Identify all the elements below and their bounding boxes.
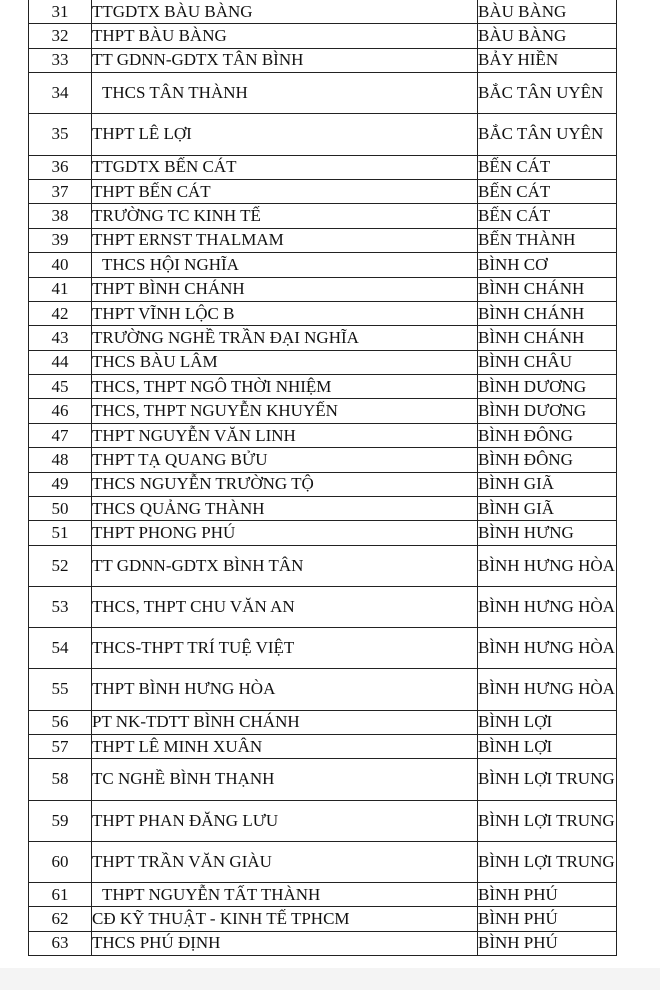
school-name: THPT TRẦN VĂN GIÀU [92, 841, 478, 882]
school-name: THCS-THPT TRÍ TUỆ VIỆT [92, 628, 478, 669]
ward-name: BÌNH HƯNG [478, 521, 617, 545]
table-row [29, 48, 617, 72]
row-number: 49 [29, 472, 92, 496]
row-number: 54 [29, 628, 92, 669]
school-name: CĐ KỸ THUẬT - KINH TẾ TPHCM [92, 907, 478, 931]
school-name: THPT TẠ QUANG BỬU [92, 448, 478, 472]
ward-name: BÌNH PHÚ [478, 907, 617, 931]
row-number: 40 [29, 253, 92, 277]
ward-name: BÌNH LỢI TRUNG [478, 841, 617, 882]
row-number: 52 [29, 545, 92, 586]
school-name: THPT ERNST THALMAM [92, 228, 478, 252]
table-row [29, 586, 617, 627]
row-number: 58 [29, 759, 92, 800]
row-number: 56 [29, 710, 92, 734]
ward-name: BẾN THÀNH [478, 228, 617, 252]
school-name: THCS HỘI NGHĨA [92, 253, 478, 277]
school-name: THCS BÀU LÂM [92, 350, 478, 374]
table-row [29, 0, 617, 24]
row-number: 31 [29, 0, 92, 24]
row-number: 41 [29, 277, 92, 301]
school-name: THPT LÊ LỢI [92, 114, 478, 155]
table-row [29, 114, 617, 155]
ward-name: BÀU BÀNG [478, 0, 617, 24]
school-name: THPT BÌNH CHÁNH [92, 277, 478, 301]
ward-name: BẢY HIỀN [478, 48, 617, 72]
school-name: THPT PHAN ĐĂNG LƯU [92, 800, 478, 841]
table-row [29, 669, 617, 710]
row-number: 45 [29, 375, 92, 399]
school-name: TC NGHỀ BÌNH THẠNH [92, 759, 478, 800]
table-row [29, 800, 617, 841]
ward-name: BẾN CÁT [478, 155, 617, 179]
school-name: THPT LÊ MINH XUÂN [92, 734, 478, 758]
row-number: 53 [29, 586, 92, 627]
row-number: 36 [29, 155, 92, 179]
table-row [29, 204, 617, 228]
table-row [29, 301, 617, 325]
school-name: THPT BÀU BÀNG [92, 24, 478, 48]
ward-name: BÌNH CHÁNH [478, 301, 617, 325]
row-number: 63 [29, 931, 92, 955]
row-number: 39 [29, 228, 92, 252]
school-name: TTGDTX BẾN CÁT [92, 155, 478, 179]
table-row [29, 423, 617, 447]
school-name: THPT BẾN CÁT [92, 179, 478, 203]
ward-name: BÌNH LỢI TRUNG [478, 800, 617, 841]
row-number: 57 [29, 734, 92, 758]
ward-name: BÌNH PHÚ [478, 931, 617, 955]
row-number: 47 [29, 423, 92, 447]
ward-name: BẮC TÂN UYÊN [478, 114, 617, 155]
row-number: 38 [29, 204, 92, 228]
table-row [29, 179, 617, 203]
school-table-body [29, 0, 617, 956]
ward-name: BÌNH GIÃ [478, 497, 617, 521]
school-table [28, 0, 617, 956]
school-name: THPT NGUYỄN VĂN LINH [92, 423, 478, 447]
ward-name: BÌNH CHÁNH [478, 326, 617, 350]
table-row [29, 931, 617, 955]
table-row [29, 24, 617, 48]
school-name: THCS, THPT NGÔ THỜI NHIỆM [92, 375, 478, 399]
school-name: THPT BÌNH HƯNG HÒA [92, 669, 478, 710]
row-number: 44 [29, 350, 92, 374]
row-number: 48 [29, 448, 92, 472]
ward-name: BÌNH HƯNG HÒA [478, 628, 617, 669]
ward-name: BÌNH PHÚ [478, 882, 617, 906]
table-row [29, 882, 617, 906]
school-name: THCS TÂN THÀNH [92, 73, 478, 114]
ward-name: BẮC TÂN UYÊN [478, 73, 617, 114]
ward-name: BẾN CÁT [478, 179, 617, 203]
ward-name: BÌNH ĐÔNG [478, 423, 617, 447]
school-name: TTGDTX BÀU BÀNG [92, 0, 478, 24]
row-number: 60 [29, 841, 92, 882]
table-row [29, 155, 617, 179]
school-name: THPT NGUYỄN TẤT THÀNH [92, 882, 478, 906]
row-number: 35 [29, 114, 92, 155]
ward-name: BÌNH GIÃ [478, 472, 617, 496]
ward-name: BÌNH LỢI TRUNG [478, 759, 617, 800]
ward-name: BÌNH ĐÔNG [478, 448, 617, 472]
row-number: 43 [29, 326, 92, 350]
table-row [29, 399, 617, 423]
row-number: 33 [29, 48, 92, 72]
table-row [29, 759, 617, 800]
school-name: THPT PHONG PHÚ [92, 521, 478, 545]
ward-name: BÌNH CHÁNH [478, 277, 617, 301]
table-row [29, 841, 617, 882]
row-number: 55 [29, 669, 92, 710]
table-row [29, 907, 617, 931]
ward-name: BẾN CÁT [478, 204, 617, 228]
school-name: TT GDNN-GDTX BÌNH TÂN [92, 545, 478, 586]
ward-name: BÌNH LỢI [478, 710, 617, 734]
school-name: THPT VĨNH LỘC B [92, 301, 478, 325]
table-row [29, 521, 617, 545]
school-name: PT NK-TDTT BÌNH CHÁNH [92, 710, 478, 734]
page-bottom-margin [0, 968, 660, 990]
school-name: THCS, THPT NGUYỄN KHUYẾN [92, 399, 478, 423]
ward-name: BÀU BÀNG [478, 24, 617, 48]
row-number: 37 [29, 179, 92, 203]
row-number: 42 [29, 301, 92, 325]
row-number: 59 [29, 800, 92, 841]
table-row [29, 350, 617, 374]
row-number: 46 [29, 399, 92, 423]
document-page [28, 0, 616, 956]
ward-name: BÌNH CƠ [478, 253, 617, 277]
ward-name: BÌNH DƯƠNG [478, 399, 617, 423]
table-row [29, 375, 617, 399]
table-row [29, 628, 617, 669]
table-row [29, 277, 617, 301]
row-number: 61 [29, 882, 92, 906]
table-row [29, 545, 617, 586]
table-row [29, 710, 617, 734]
table-row [29, 228, 617, 252]
ward-name: BÌNH HƯNG HÒA [478, 586, 617, 627]
ward-name: BÌNH HƯNG HÒA [478, 545, 617, 586]
table-row [29, 253, 617, 277]
school-name: TRƯỜNG NGHỀ TRẦN ĐẠI NGHĨA [92, 326, 478, 350]
school-name: TRƯỜNG TC KINH TẾ [92, 204, 478, 228]
row-number: 51 [29, 521, 92, 545]
school-name: THCS NGUYỄN TRƯỜNG TỘ [92, 472, 478, 496]
row-number: 34 [29, 73, 92, 114]
row-number: 50 [29, 497, 92, 521]
school-name: THCS PHÚ ĐỊNH [92, 931, 478, 955]
table-row [29, 497, 617, 521]
ward-name: BÌNH CHÂU [478, 350, 617, 374]
row-number: 32 [29, 24, 92, 48]
ward-name: BÌNH HƯNG HÒA [478, 669, 617, 710]
table-row [29, 326, 617, 350]
table-row [29, 448, 617, 472]
table-row [29, 734, 617, 758]
table-row [29, 73, 617, 114]
ward-name: BÌNH LỢI [478, 734, 617, 758]
school-name: TT GDNN-GDTX TÂN BÌNH [92, 48, 478, 72]
table-row [29, 472, 617, 496]
ward-name: BÌNH DƯƠNG [478, 375, 617, 399]
row-number: 62 [29, 907, 92, 931]
school-name: THCS QUẢNG THÀNH [92, 497, 478, 521]
school-name: THCS, THPT CHU VĂN AN [92, 586, 478, 627]
